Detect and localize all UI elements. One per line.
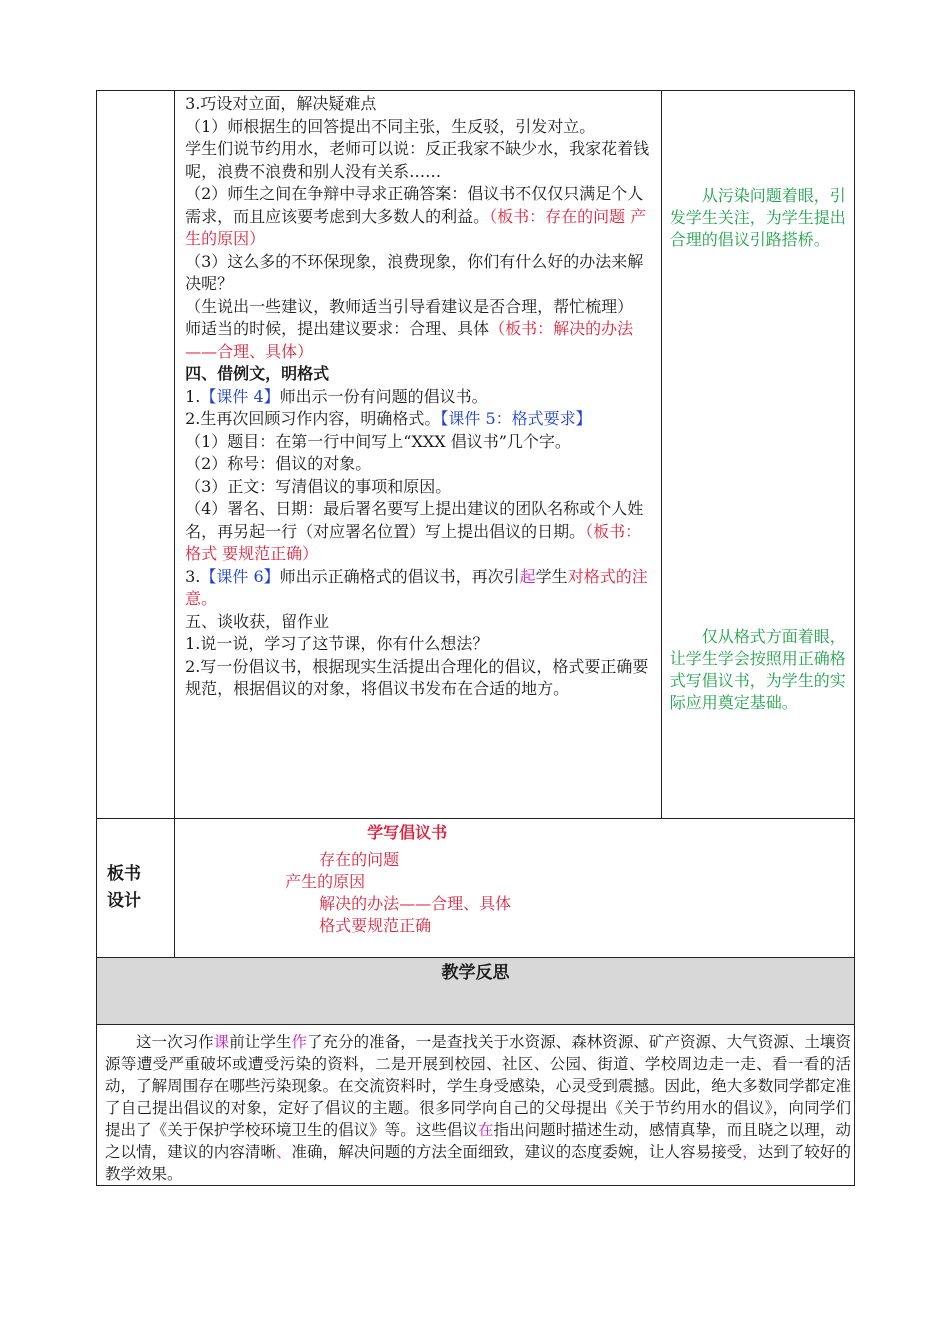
section3-p4: （3）这么多的不环保现象，浪费现象，你们有什么好的办法来解决呢？ [185,251,644,293]
board-line-solution: 解决的办法——合理、具体 [319,894,512,913]
board-label-line1: 板书 [107,864,141,884]
homework-2: 2.写一份倡议书，根据现实生活提出合理化的倡议，格式要正确要规范，根据倡议的对象，将倡议书发布在合适的地方。 [185,656,649,698]
refl-f: 达到了较好的教学效果。 [105,1143,851,1183]
board-design-content [175,819,855,958]
board-line-cause: 产生的原因 [285,872,366,891]
section3-p3 [185,183,657,251]
reflection-heading-row [97,958,855,1025]
section4-item2 [185,408,657,431]
item3-red: 对格式的注意。 [185,566,648,608]
process-text [175,91,661,701]
reflection-heading: 教学反思 [97,958,855,1025]
item3-prefix: 3. [185,566,201,586]
refl-c: 了充分的准备，一是查找关于水资源、森林资源、矿产资源、大气资源、土壤资源等遭受严重破坏或遭受污染的资料，二是开展到校园、社区、公园、街道、学校周边走一走、看一看的活动，了解周围存在哪些污染现象。在交流资料时，学生身受感染，心灵受到震撼。因此，绝大多数同学都定准了自己提出倡议的对象，定好了倡议的主题。很多同学向自己的父母提出《关于节约用水的倡议》，向同学们提出了《关于保护学校环境卫生的倡议》等。这些倡议 [105,1033,851,1139]
reflection-cell [97,1025,855,1186]
item3-text: 师出示正确格式的倡议书，再次引 [279,566,520,586]
section3-p3-text: （2）师生之间在争辩中寻求正确答案：倡议书不仅仅只满足个人需求，而且应该要考虑到大多数人的利益。 [185,184,644,226]
section3-p5: （生说出一些建议，教师适当引导看建议是否合理，帮忙梳理） [185,296,634,316]
refl-pink5: ， [742,1143,758,1161]
board-line-problem: 存在的问题 [319,850,400,869]
format-4 [185,498,657,566]
reflection-row [97,1025,855,1186]
teaching-process-row [97,91,855,819]
refl-e: 准确，解决问题的方法全面细致，建议的态度委婉，让人容易接受 [291,1143,743,1161]
refl-pink3: 在 [478,1121,494,1139]
section4-item3 [185,566,657,611]
format-2: （2）称号：倡议的对象。 [185,454,372,473]
item1-text: 师出示一份有问题的倡议书。 [279,386,488,406]
reflection-text [97,1025,854,1185]
section3-p6-text: 师适当的时候，提出建议要求：合理、具体 [185,319,490,338]
format-4-text: （4）署名、日期：最后署名要写上提出建议的团队名称或个人姓名，再另起一行（对应署名位置）写上提出倡议的日期。 [185,499,644,541]
courseware-5-tag: 【课件 5：格式要求】 [440,409,592,428]
courseware-4-tag: 【课件 4】 [200,386,280,406]
section3-p6 [185,318,657,363]
board-line-format: 格式要规范正确 [319,916,432,935]
refl-b: 前让学生 [229,1033,292,1051]
lesson-plan-table [96,90,855,1186]
board-note-3: （板书：格式 要规范正确） [185,521,642,563]
board-title: 学写倡议书 [367,823,448,842]
refl-d: 指出问题时描述生动，感情真挚，而且晓之以理，动之以情，建议的内容清晰 [105,1121,851,1161]
lesson-plan-page [96,90,855,1186]
design-intent-cell [661,91,854,819]
refl-pink1: 课 [213,1033,230,1051]
section3-p2: 学生们说节约用水，老师可以说：反正我家不缺少水，我家花着钱呢，浪费不浪费和别人没有关系…… [185,139,650,181]
board-note-2: （板书：解决的办法——合理、具体） [185,319,634,361]
section3-title: 3.巧设对立面，解决疑难点 [185,94,377,113]
format-1: （1）题目：在第一行中间写上“XXX 倡议书”几个字。 [185,431,571,451]
design-note-1: 从污染问题着眼，引发学生关注，为学生提出合理的倡议引路搭桥。 [669,186,846,249]
board-design-label [97,819,175,958]
board-layout [175,819,854,957]
process-content-cell [175,91,662,819]
item1-prefix: 1. [185,386,201,406]
refl-a: 这一次习作 [136,1033,214,1051]
courseware-6-tag: 【课件 6】 [200,566,280,586]
section5-title: 五、谈收获，留作业 [185,611,330,631]
section3-p1: （1）师根据生的回答提出不同主张，生反驳，引发对立。 [185,116,596,136]
homework-1: 1.说一说，学习了这节课，你有什么想法？ [185,634,489,653]
item2-text: 2.生再次回顾习作内容，明确格式。 [185,409,441,428]
board-note-1: （板书：存在的问题 产生的原因） [185,206,647,248]
section4-title: 四、借例文，明格式 [185,364,330,383]
refl-pink2: 作 [291,1033,307,1051]
format-3: （3）正文：写清倡议的事项和原因。 [185,476,452,496]
design-note-2: 仅从格式方面着眼，让学生学会按照用正确格式写倡议书，为学生的实际应用奠定基础。 [669,627,846,712]
refl-pink4: 、 [275,1143,292,1161]
board-design-row [97,819,855,958]
item3-text2: 学生 [535,566,568,586]
item3-pink: 起 [519,566,536,586]
board-label-line2: 设计 [107,891,141,911]
section4-item1 [185,386,657,409]
empty-label-cell [97,91,175,819]
